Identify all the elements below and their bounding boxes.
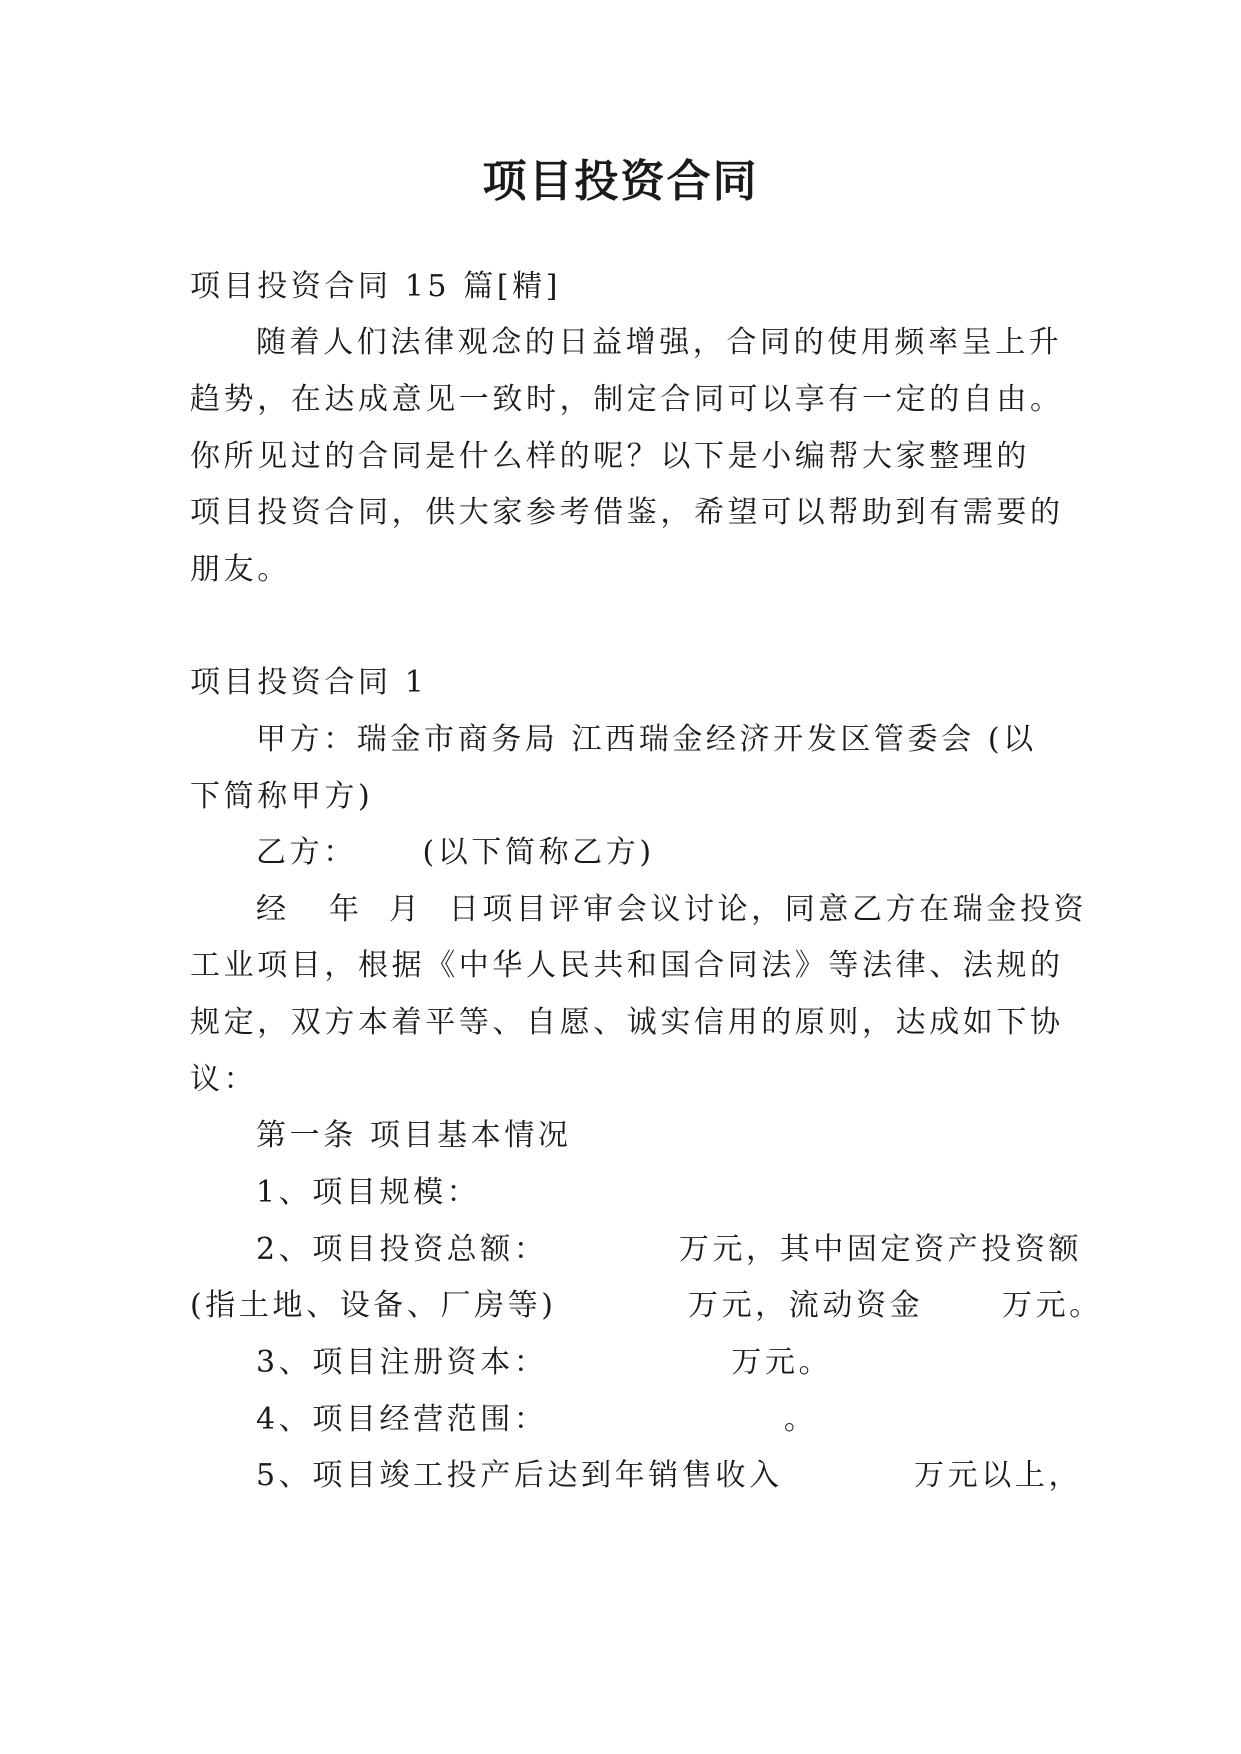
section-heading: 项目投资合同 1 <box>190 665 428 700</box>
intro-line-4: 项目投资合同，供大家参考借鉴，希望可以帮助到有需要的 <box>190 495 1064 530</box>
body-line-2: 工业项目，根据《中华人民共和国合同法》等法律、法规的 <box>190 948 1064 983</box>
item-1-line: 1、项目规模： <box>256 1175 481 1210</box>
intro-line-3: 你所见过的合同是什么样的呢？以下是小编帮大家整理的 <box>190 439 1030 474</box>
item-2-line-2: (指土地、设备、厂房等) 万元，流动资金 万元。 <box>190 1288 1103 1323</box>
party-b-line: 乙方： (以下简称乙方) <box>256 835 655 870</box>
body-line-1: 经 年 月 日项目评审会议讨论，同意乙方在瑞金投资 <box>256 892 1088 927</box>
item-5-line: 5、项目竣工投产后达到年销售收入 万元以上， <box>256 1458 1083 1493</box>
document-title: 项目投资合同 <box>482 156 759 207</box>
item-3-line: 3、项目注册资本： 万元。 <box>256 1345 833 1380</box>
body-line-4: 议： <box>190 1062 258 1097</box>
party-a-line-2: 下简称甲方) <box>190 779 374 814</box>
subtitle-line: 项目投资合同 15 篇[精] <box>190 269 562 304</box>
intro-line-2: 趋势，在达成意见一致时，制定合同可以享有一定的自由。 <box>190 382 1064 417</box>
article-heading: 第一条 项目基本情况 <box>256 1118 572 1153</box>
item-4-line: 4、项目经营范围： 。 <box>256 1402 818 1437</box>
body-line-3: 规定，双方本着平等、自愿、诚实信用的原则，达成如下协 <box>190 1005 1064 1040</box>
intro-line-1: 随着人们法律观念的日益增强，合同的使用频率呈上升 <box>256 325 1063 360</box>
party-a-line-1: 甲方：瑞金市商务局 江西瑞金经济开发区管委会 (以 <box>256 722 1037 757</box>
item-2-line-1: 2、项目投资总额： 万元，其中固定资产投资额 <box>256 1232 1083 1267</box>
intro-line-5: 朋友。 <box>190 552 291 587</box>
